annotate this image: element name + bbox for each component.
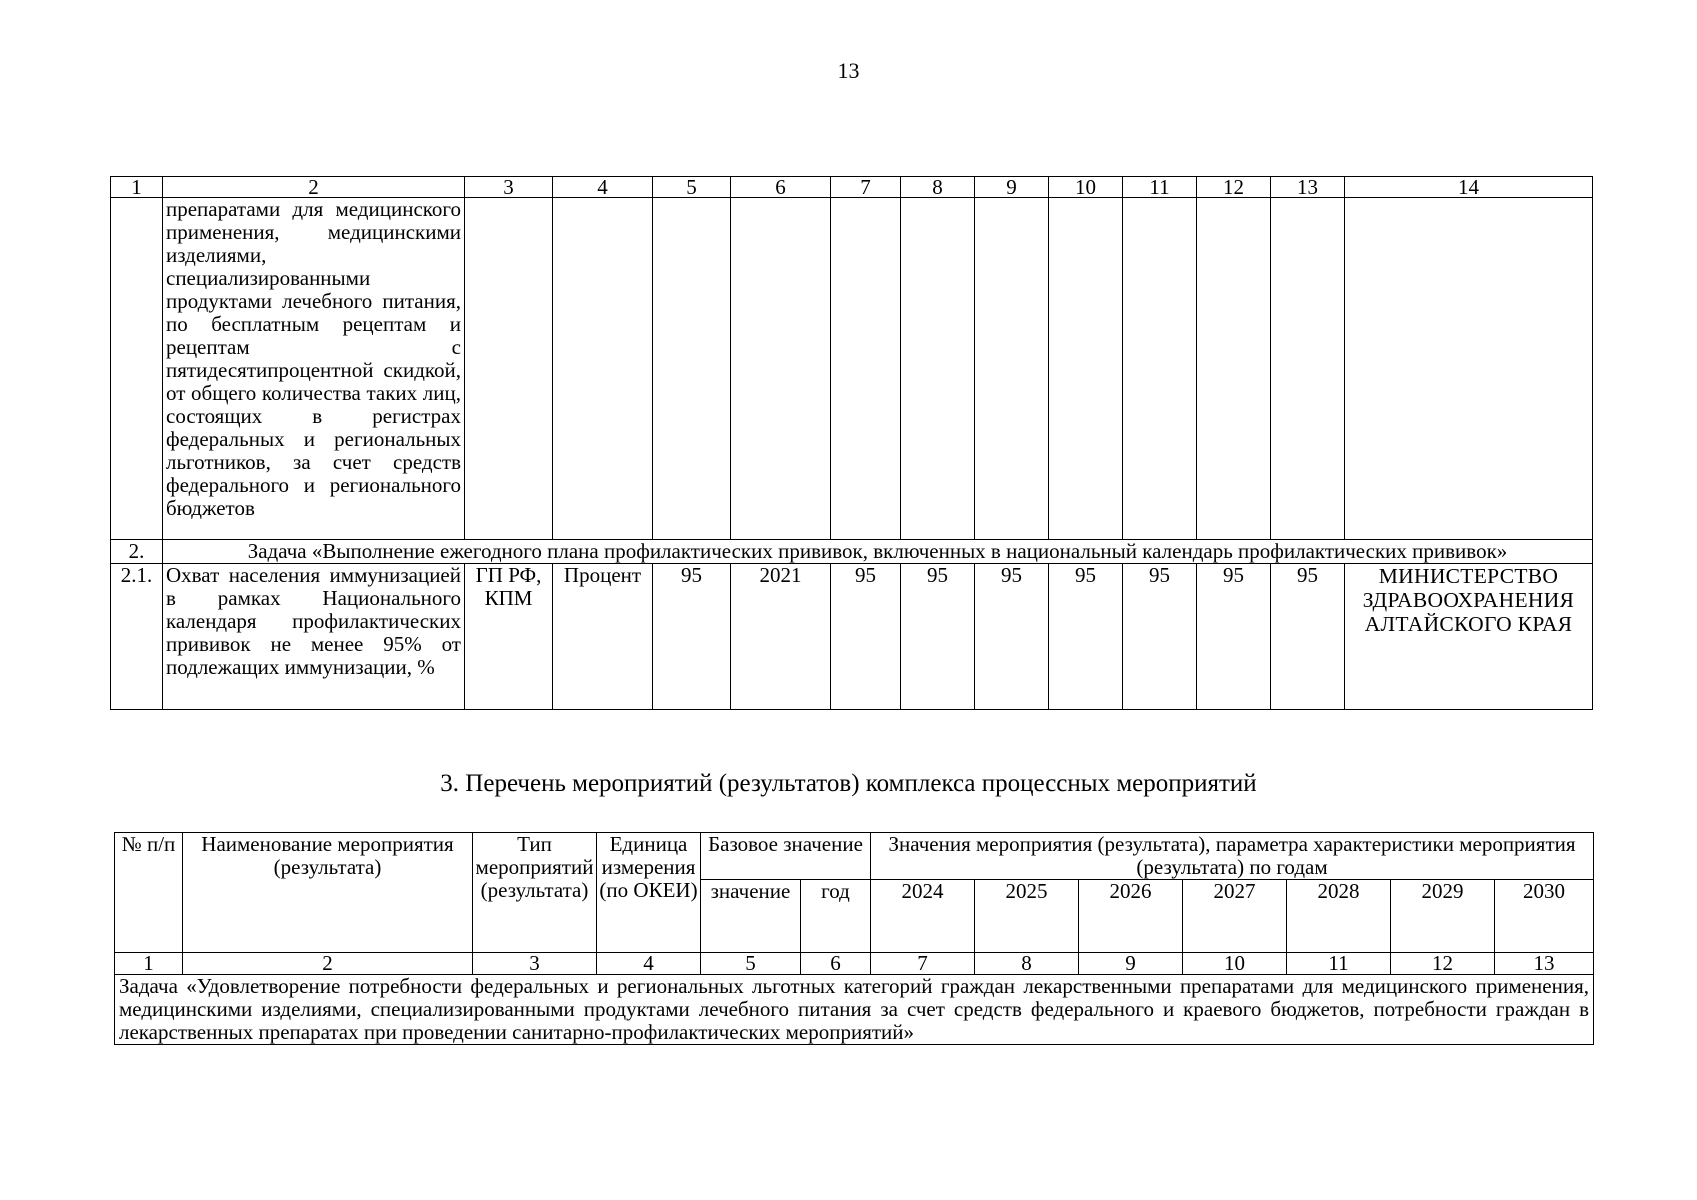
header-unit: Единица измерения (по ОКЕИ)	[597, 833, 701, 953]
task-row	[115, 975, 1594, 1045]
col-number: 5	[701, 953, 801, 975]
col-number: 7	[831, 177, 901, 198]
col-number: 12	[1197, 177, 1271, 198]
col-number: 14	[1345, 177, 1593, 198]
section-title: 3. Перечень мероприятий (результатов) комплекса процессных мероприятий	[440, 770, 1257, 797]
col-number: 10	[1183, 953, 1287, 975]
empty-cell	[1123, 198, 1197, 540]
header-year: 2028	[1287, 880, 1391, 953]
task-row	[111, 540, 1593, 564]
header-year: 2026	[1079, 880, 1183, 953]
col-number: 7	[871, 953, 975, 975]
col-number: 2	[163, 177, 465, 198]
indicator-type: ГП РФ, КПМ	[465, 564, 553, 710]
table2-header-row	[115, 833, 1594, 880]
col-number: 9	[975, 177, 1049, 198]
year-value: 95	[1271, 564, 1345, 710]
task-text: Задача «Выполнение ежегодного плана профилактических прививок, включенных в национальный календарь профилактических прививок»	[163, 540, 1593, 564]
empty-cell	[653, 198, 731, 540]
col-number: 13	[1271, 177, 1345, 198]
col-number: 13	[1495, 953, 1594, 975]
indicator-number: 2.1.	[111, 564, 163, 710]
year-value: 95	[1123, 564, 1197, 710]
header-year: 2025	[975, 880, 1079, 953]
col-number: 10	[1049, 177, 1123, 198]
header-base: Базовое значение	[701, 833, 871, 880]
empty-cell	[731, 198, 831, 540]
task-number: 2.	[111, 540, 163, 564]
col-number: 6	[731, 177, 831, 198]
table1-header-row	[111, 177, 1593, 198]
col-number: 8	[975, 953, 1079, 975]
col-number: 12	[1391, 953, 1495, 975]
header-base-value: значение	[701, 880, 801, 953]
year-value: 95	[1049, 564, 1123, 710]
col-number: 1	[111, 177, 163, 198]
measures-table	[114, 832, 1594, 1045]
col-number: 3	[465, 177, 553, 198]
year-value: 95	[975, 564, 1049, 710]
col-number: 6	[801, 953, 871, 975]
header-year: 2030	[1495, 880, 1594, 953]
header-number: № п/п	[115, 833, 183, 953]
col-number: 4	[597, 953, 701, 975]
header-year: 2029	[1391, 880, 1495, 953]
empty-cell	[465, 198, 553, 540]
indicator-name-continued: препаратами для медицинского применения, медицинскими изделиями, специализированными продуктами лечебного питания, по бесплатным рецептам и рецептам с пятидесятипроцентной скидкой, от общего количества таких лиц, состоящих в регистрах федеральных и региональных льготников, за счет средств федерального и регионального бюджетов	[163, 198, 465, 540]
col-number: 1	[115, 953, 183, 975]
table2-number-row	[115, 953, 1594, 975]
year-value: 95	[1197, 564, 1271, 710]
table-row	[111, 198, 1593, 540]
col-number: 9	[1079, 953, 1183, 975]
responsible-body: МИНИСТЕРСТВО ЗДРАВООХРАНЕНИЯ АЛТАЙСКОГО КРАЯ	[1345, 564, 1593, 710]
empty-cell	[975, 198, 1049, 540]
base-year: 2021	[731, 564, 831, 710]
indicator-row	[111, 564, 1593, 710]
empty-cell	[1345, 198, 1593, 540]
header-values: Значения мероприятия (результата), параметра характеристики мероприятия (результата) по годам	[871, 833, 1594, 880]
col-number: 2	[183, 953, 473, 975]
empty-cell	[1271, 198, 1345, 540]
col-number: 11	[1287, 953, 1391, 975]
empty-cell	[553, 198, 653, 540]
empty-cell	[1197, 198, 1271, 540]
empty-cell	[111, 198, 163, 540]
header-base-year: год	[801, 880, 871, 953]
indicator-unit: Процент	[553, 564, 653, 710]
col-number: 5	[653, 177, 731, 198]
col-number: 4	[553, 177, 653, 198]
empty-cell	[831, 198, 901, 540]
empty-cell	[1049, 198, 1123, 540]
empty-cell	[901, 198, 975, 540]
header-year: 2027	[1183, 880, 1287, 953]
year-value: 95	[831, 564, 901, 710]
task-text: Задача «Удовлетворение потребности федеральных и региональных льготных категорий граждан лекарственными препаратами для медицинского применения, медицинскими изделиями, специализированными продуктами лечебного питания за счет средств федерального и краевого бюджетов, потребности граждан в лекарственных препаратах при проведении санитарно-профилактических мероприятий»	[115, 975, 1594, 1045]
indicator-name: Охват населения иммунизацией в рамках Национального календаря профилактических прививок не менее 95% от подлежащих иммунизации, %	[163, 564, 465, 710]
page-number: 13	[837, 58, 860, 83]
indicators-table	[110, 176, 1593, 710]
col-number: 3	[473, 953, 597, 975]
header-year: 2024	[871, 880, 975, 953]
col-number: 11	[1123, 177, 1197, 198]
base-value: 95	[653, 564, 731, 710]
header-type: Тип мероприятий (результата)	[473, 833, 597, 953]
year-value: 95	[901, 564, 975, 710]
header-name: Наименование мероприятия (результата)	[183, 833, 473, 953]
col-number: 8	[901, 177, 975, 198]
